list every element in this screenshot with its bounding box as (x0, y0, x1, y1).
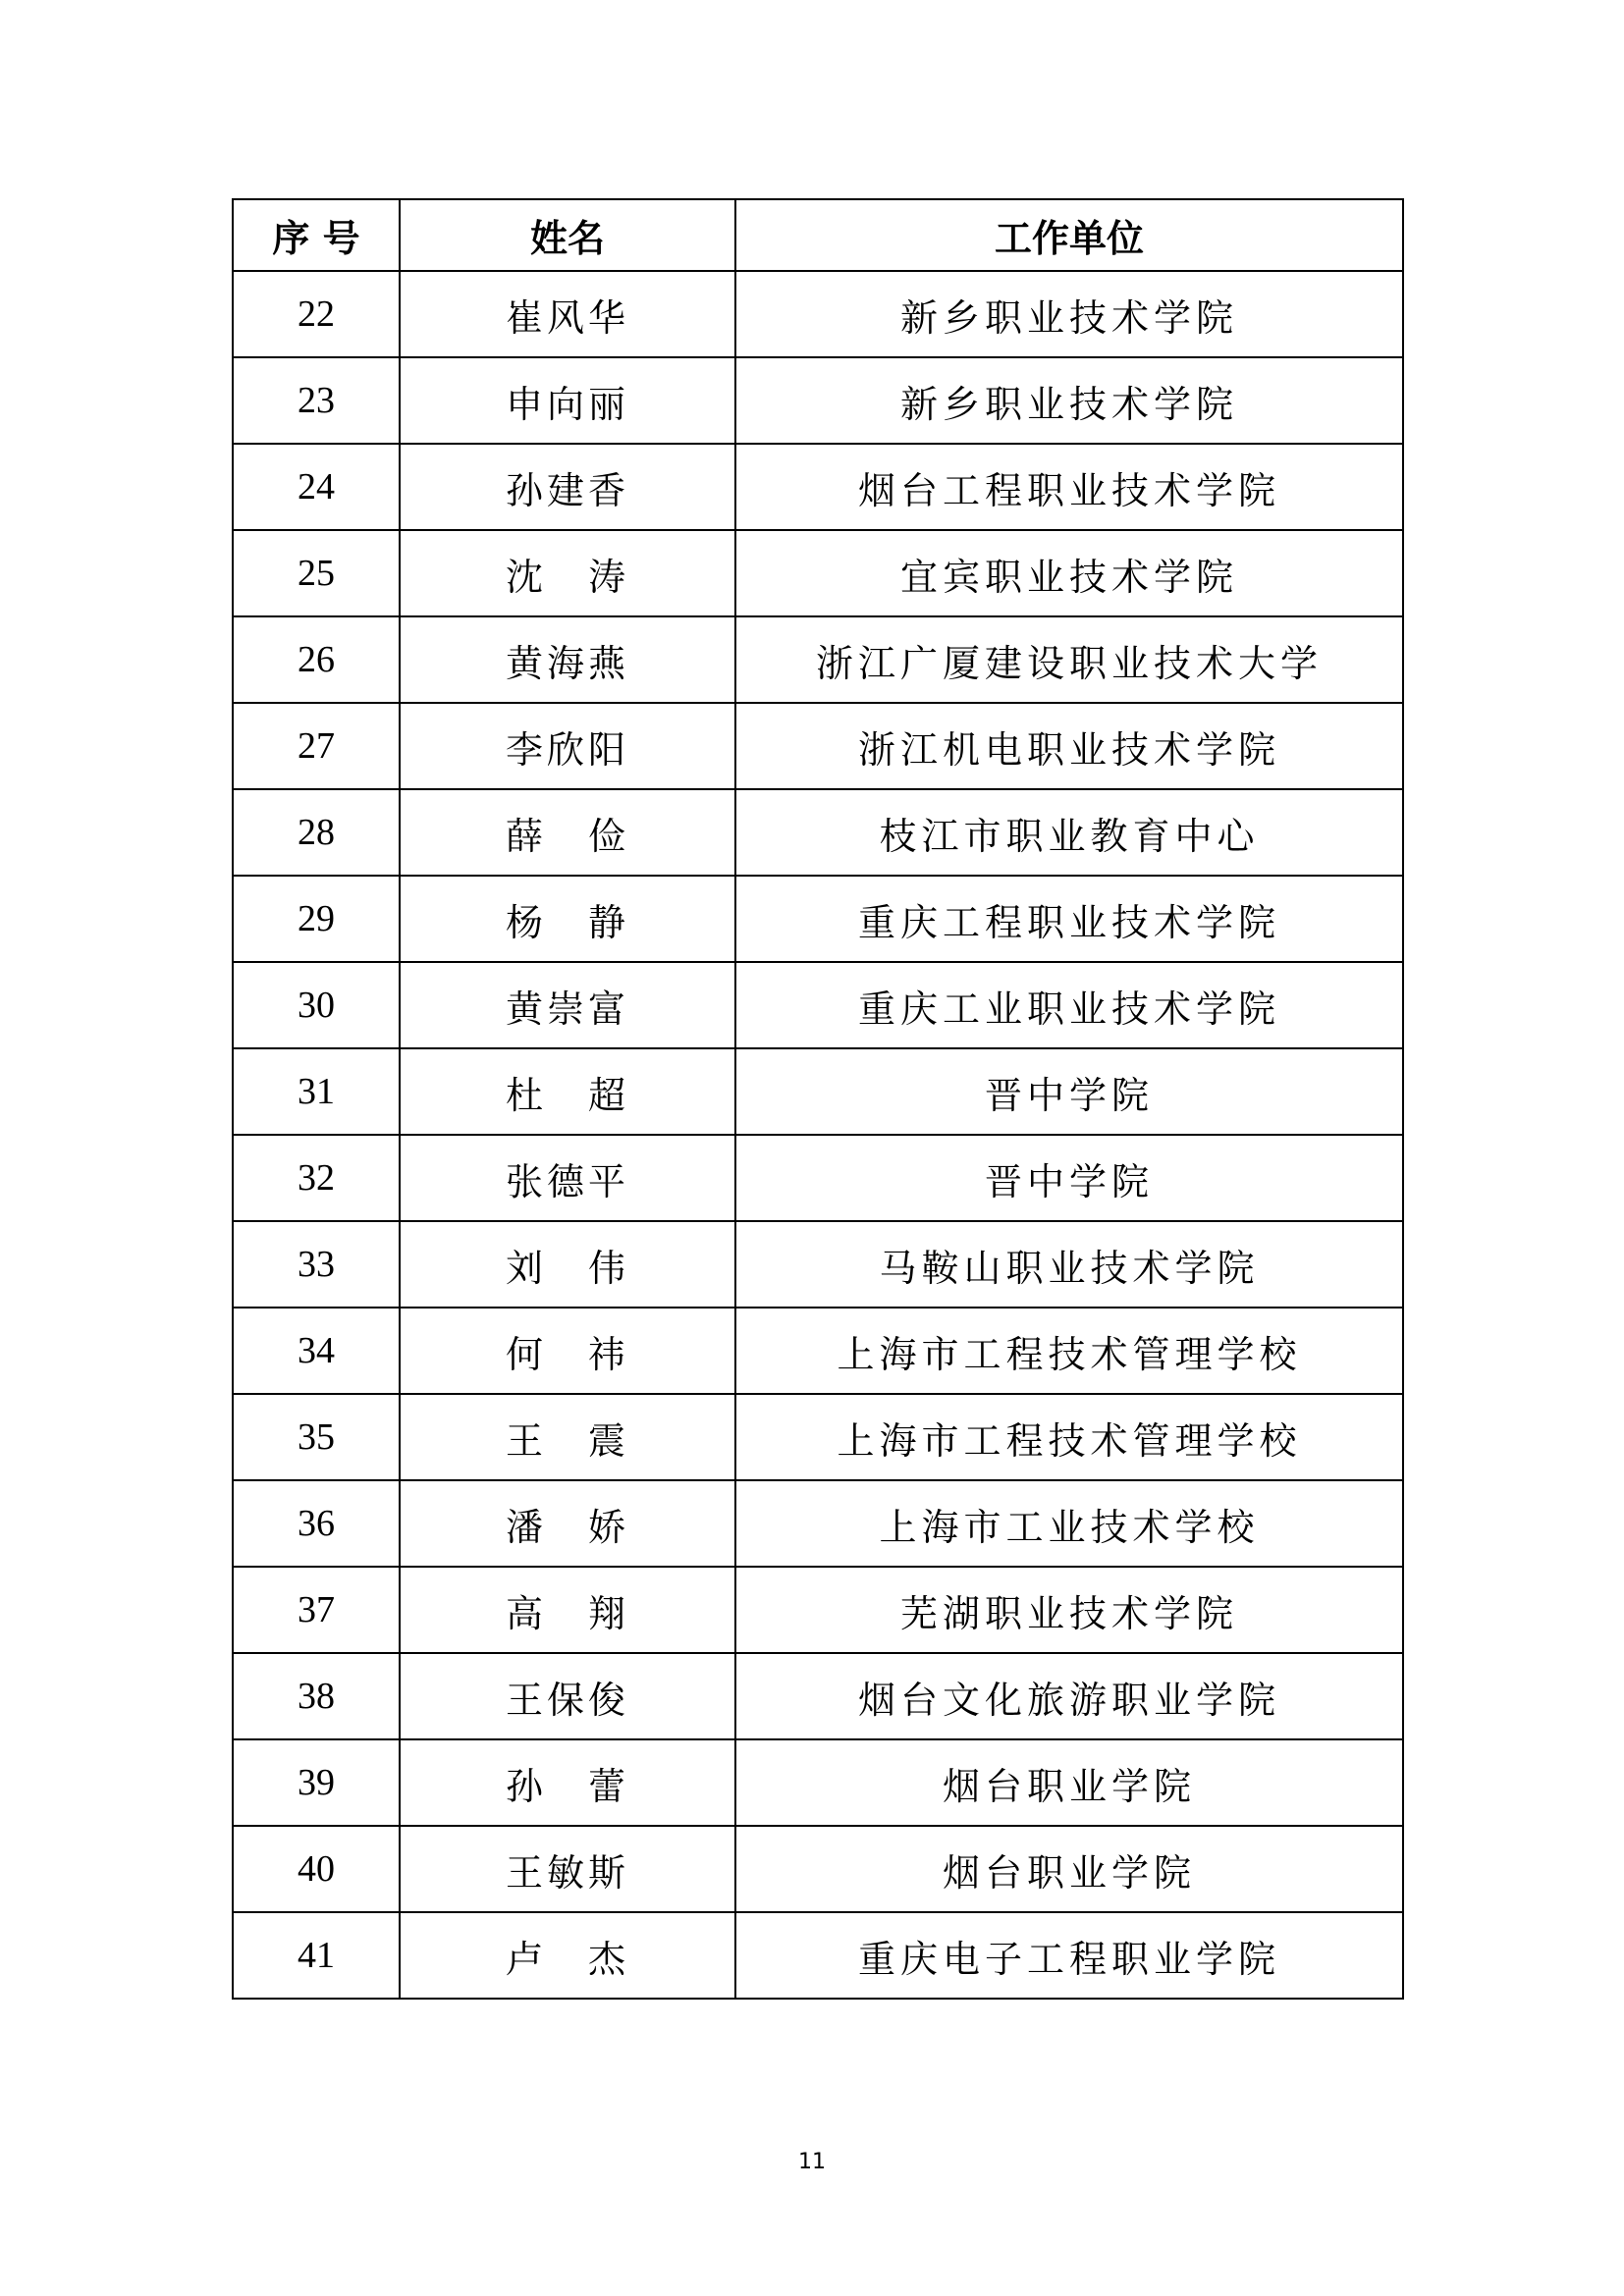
work-unit-cell: 烟台工程职业技术学院 (735, 444, 1403, 530)
work-unit-cell: 重庆工程职业技术学院 (735, 876, 1403, 962)
name-cell: 李欣阳 (400, 703, 735, 789)
serial-number-cell: 27 (233, 703, 400, 789)
name-cell: 潘 娇 (400, 1480, 735, 1567)
table-row (233, 1739, 1403, 1826)
work-unit-cell: 浙江机电职业技术学院 (735, 703, 1403, 789)
work-unit-cell: 上海市工程技术管理学校 (735, 1394, 1403, 1480)
table-row (233, 530, 1403, 616)
work-unit-cell: 马鞍山职业技术学院 (735, 1221, 1403, 1308)
table-row (233, 1567, 1403, 1653)
name-cell: 高 翔 (400, 1567, 735, 1653)
work-unit-cell: 烟台职业学院 (735, 1739, 1403, 1826)
work-unit-cell: 上海市工业技术学校 (735, 1480, 1403, 1567)
table-row (233, 1048, 1403, 1135)
name-cell: 何 祎 (400, 1308, 735, 1394)
header-work-unit: 工作单位 (735, 199, 1403, 271)
work-unit-cell: 宜宾职业技术学院 (735, 530, 1403, 616)
serial-number-cell: 39 (233, 1739, 400, 1826)
header-name: 姓名 (400, 199, 735, 271)
table-row (233, 444, 1403, 530)
serial-number-cell: 34 (233, 1308, 400, 1394)
table-row (233, 1912, 1403, 1999)
serial-number-cell: 37 (233, 1567, 400, 1653)
name-cell: 张德平 (400, 1135, 735, 1221)
name-cell: 崔风华 (400, 271, 735, 357)
table-row (233, 1221, 1403, 1308)
work-unit-cell: 晋中学院 (735, 1048, 1403, 1135)
work-unit-cell: 新乡职业技术学院 (735, 271, 1403, 357)
work-unit-cell: 枝江市职业教育中心 (735, 789, 1403, 876)
work-unit-cell: 烟台职业学院 (735, 1826, 1403, 1912)
serial-number-cell: 35 (233, 1394, 400, 1480)
work-unit-cell: 重庆工业职业技术学院 (735, 962, 1403, 1048)
page-number: 11 (798, 2150, 826, 2174)
name-cell: 申向丽 (400, 357, 735, 444)
table-row (233, 703, 1403, 789)
name-cell: 王保俊 (400, 1653, 735, 1739)
name-cell: 孙建香 (400, 444, 735, 530)
table-row (233, 1394, 1403, 1480)
table-row (233, 1826, 1403, 1912)
work-unit-cell: 重庆电子工程职业学院 (735, 1912, 1403, 1999)
table-row (233, 271, 1403, 357)
serial-number-cell: 29 (233, 876, 400, 962)
table-row (233, 789, 1403, 876)
table-row (233, 1135, 1403, 1221)
table-header (233, 199, 1403, 271)
work-unit-cell: 浙江广厦建设职业技术大学 (735, 616, 1403, 703)
work-unit-cell: 芜湖职业技术学院 (735, 1567, 1403, 1653)
name-cell: 王 震 (400, 1394, 735, 1480)
name-cell: 刘 伟 (400, 1221, 735, 1308)
serial-number-cell: 32 (233, 1135, 400, 1221)
serial-number-cell: 26 (233, 616, 400, 703)
serial-number-cell: 25 (233, 530, 400, 616)
serial-number-cell: 28 (233, 789, 400, 876)
name-cell: 卢 杰 (400, 1912, 735, 1999)
table-body (233, 271, 1403, 1999)
serial-number-cell: 22 (233, 271, 400, 357)
table-row (233, 1653, 1403, 1739)
serial-number-cell: 38 (233, 1653, 400, 1739)
name-cell: 杜 超 (400, 1048, 735, 1135)
name-cell: 黄崇富 (400, 962, 735, 1048)
serial-number-cell: 30 (233, 962, 400, 1048)
header-serial-number: 序 号 (233, 199, 400, 271)
roster-table (232, 198, 1404, 2000)
name-cell: 黄海燕 (400, 616, 735, 703)
name-cell: 孙 蕾 (400, 1739, 735, 1826)
serial-number-cell: 31 (233, 1048, 400, 1135)
table-row (233, 1308, 1403, 1394)
name-cell: 王敏斯 (400, 1826, 735, 1912)
name-cell: 杨 静 (400, 876, 735, 962)
work-unit-cell: 上海市工程技术管理学校 (735, 1308, 1403, 1394)
serial-number-cell: 24 (233, 444, 400, 530)
work-unit-cell: 晋中学院 (735, 1135, 1403, 1221)
work-unit-cell: 烟台文化旅游职业学院 (735, 1653, 1403, 1739)
serial-number-cell: 40 (233, 1826, 400, 1912)
name-cell: 沈 涛 (400, 530, 735, 616)
table-row (233, 357, 1403, 444)
table-row (233, 616, 1403, 703)
table-row (233, 1480, 1403, 1567)
serial-number-cell: 23 (233, 357, 400, 444)
serial-number-cell: 36 (233, 1480, 400, 1567)
table-row (233, 876, 1403, 962)
serial-number-cell: 33 (233, 1221, 400, 1308)
header-row (233, 199, 1403, 271)
table-row (233, 962, 1403, 1048)
work-unit-cell: 新乡职业技术学院 (735, 357, 1403, 444)
name-cell: 薛 俭 (400, 789, 735, 876)
serial-number-cell: 41 (233, 1912, 400, 1999)
